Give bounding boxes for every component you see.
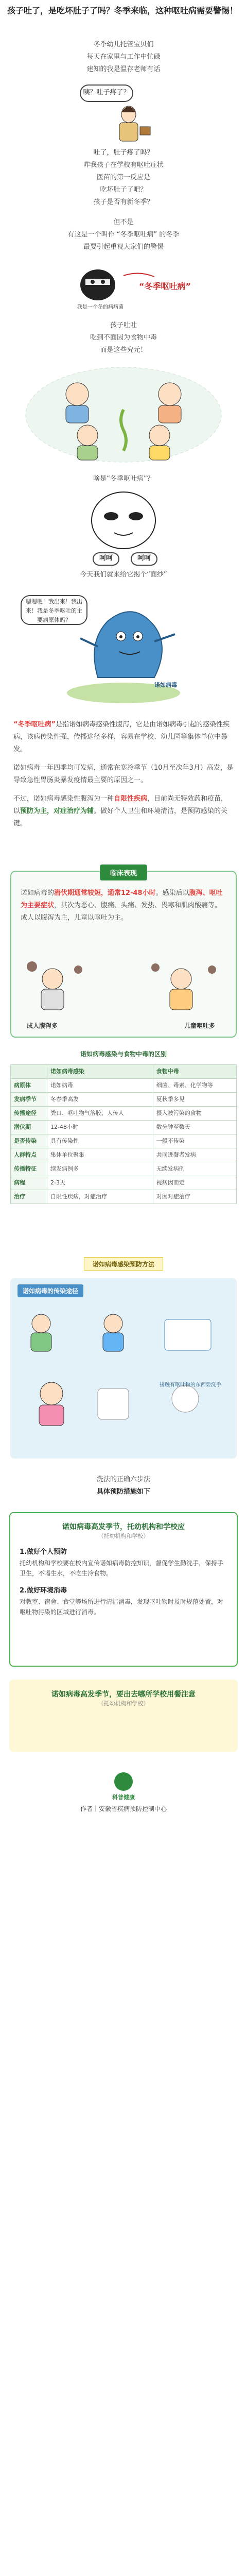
question-line [0, 473, 247, 486]
table-cell: 潜伏期 [11, 1121, 47, 1134]
scene1-text [0, 147, 247, 211]
table-cell: 一般不传染 [153, 1134, 236, 1148]
guide2-subtitle: （托幼机构和学校） [98, 1700, 149, 1707]
meme-bubble-right: 呵呵 [131, 552, 157, 566]
table-cell: 病原体 [11, 1079, 47, 1093]
virus-label: 诺如病毒 [154, 682, 177, 688]
scene1-line: 医苗的第一反应是 [96, 174, 150, 181]
guide-subtitle: （托幼机构和学校） [98, 1533, 149, 1539]
table-row [11, 1148, 237, 1162]
table-cell: 病程 [11, 1176, 47, 1190]
table-header-row [11, 1065, 237, 1079]
adult-diarrhea-label: 成人腹泻多 [27, 1022, 58, 1029]
wash-lines [0, 1473, 247, 1504]
prevention-panel [10, 1278, 237, 1459]
table-header: 食物中毒 [153, 1065, 236, 1079]
table-row [11, 1134, 237, 1148]
highlight-term: 腹泻、呕吐为主要症状 [21, 889, 223, 909]
highlight-term: 自限性疾病 [114, 795, 148, 803]
highlight-term: “冬季呕吐病” [13, 721, 56, 728]
table-cell: 冬春季高发 [47, 1093, 153, 1107]
scene2-line: 有这是一个叫作 “冬季呕吐病” 的冬季 [67, 231, 180, 239]
highlight-term: 预防为主，对症治疗为辅 [20, 807, 94, 815]
mom-illustration [0, 82, 247, 144]
table-cell: 共同进餐者发病 [153, 1148, 236, 1162]
sick-kids-scene [0, 363, 247, 469]
scene-mom-question [0, 82, 247, 144]
brand-name: 科普健康 [112, 1794, 135, 1801]
explain-paragraph-1 [0, 719, 247, 756]
virus-scene [0, 585, 247, 711]
scene2-mid-text [0, 319, 247, 361]
explain-text: 不过，诺如病毒感染性腹泻为一种 [13, 795, 114, 803]
table-cell: 粪口、呕吐物气溶胶、人传人 [47, 1107, 153, 1121]
footer [0, 1772, 247, 1814]
villain-label: “冬季呕吐病” [139, 281, 191, 291]
clinical-box [10, 871, 237, 1038]
question-text: 啥是“冬季呕吐病”？ [93, 475, 154, 483]
unveil-text: 今天我们就来给它揭个“面纱” [80, 571, 167, 579]
table-cell: 传播特征 [11, 1162, 47, 1176]
mom-caption: 接触有呕吐物的东西要洗手 [160, 1382, 221, 1388]
guide2-title: 诺如病毒高发季节，要出去哪所学校用餐注意 [51, 1690, 196, 1699]
table-cell: 续发病例多 [47, 1162, 153, 1176]
scene2-line: 但不是 [113, 218, 134, 226]
table-row [11, 1176, 237, 1190]
table-cell: 细菌、毒素、化学物等 [153, 1079, 236, 1093]
table-cell: 2-3天 [47, 1176, 153, 1190]
explain-text: 是指诺如病毒感染性腹泻，它是由诺如病毒引起的感染性疾病，该病传染性强，传播途径多样，容易在学校、幼儿园等集体单位中暴发。 [13, 721, 230, 753]
table-cell: 集体单位聚集 [47, 1148, 153, 1162]
table-cell: 治疗 [11, 1190, 47, 1204]
highlight-term: 潜伏期通常较短，通常12-48小时 [54, 889, 156, 897]
intro-line: 每天在家里与工作中忙碌 [86, 53, 161, 61]
guide2-section [0, 1680, 247, 1752]
table-row [11, 1079, 237, 1093]
table-row [11, 1190, 237, 1204]
article-header [0, 5, 247, 36]
table-cell: 诺如病毒 [47, 1079, 153, 1093]
scene1-line: 吐了，肚子疼了吗？ [93, 149, 154, 157]
table-cell: 具有传染性 [47, 1134, 153, 1148]
scene2-mid-line: 吃到不面因为食物中毒 [90, 334, 157, 342]
prevention-title: 诺如病毒的传染途径 [17, 1284, 83, 1297]
prevention-section [0, 1257, 247, 1463]
meme-face-illustration [0, 489, 247, 567]
meme-bubble-left: 呵呵 [93, 552, 119, 566]
scene1-line: 孩子是否有新冬季？ [93, 198, 154, 206]
clinical-tag: 临床表现 [100, 865, 147, 880]
clinical-section [0, 871, 247, 1041]
guide-item2-text: 对教室、宿舍、食堂等场所进行清洁消毒，发现呕吐物时及时规范处置，对呕吐物污染的区域进行消毒。 [20, 1598, 224, 1616]
table-cell: 数分钟至数天 [153, 1121, 236, 1134]
guide-item1-title: 1.做好个人预防 [20, 1548, 67, 1556]
table-row [11, 1121, 237, 1134]
article-title: 孩子吐了，是吃坏肚子了吗？冬季来临，这种呕吐病需要警惕！ [7, 6, 238, 15]
prevention-illustration [10, 1301, 237, 1455]
table-cell: 夏秋季多见 [153, 1093, 236, 1107]
table-cell: 摄入被污染的食物 [153, 1107, 236, 1121]
child-vomit-label: 儿童呕吐多 [184, 1022, 215, 1029]
scene2-top-text [0, 216, 247, 258]
explain-text: ，目前尚无特效药和疫苗，以 [13, 795, 228, 815]
clinical-illustration [11, 954, 236, 1031]
table-cell: 人群特点 [11, 1148, 47, 1162]
table-row [11, 1107, 237, 1121]
explain-paragraph-2: 诺如病毒一年四季均可发病，通常在寒冷季节（10月至次年3月）高发，是导致急性胃肠炎暴发疫情最主要的原因之一。 [13, 764, 234, 784]
table-header: 诺如病毒感染 [47, 1065, 153, 1079]
scene2-mid-line: 而是这些究元！ [100, 346, 147, 354]
virus-speech-bubble: 嗯嗯嗯！我出来！我出来！我是冬季呕吐的主要病原体吗？ [21, 595, 87, 625]
explanation-section [0, 719, 247, 866]
prevention-tag: 诺如病毒感染预防方法 [84, 1257, 163, 1271]
author-line: 作者｜安徽省疾病预防控制中心 [80, 1805, 167, 1812]
table-cell: 是否传染 [11, 1134, 47, 1148]
sick-kids-illustration [0, 363, 247, 469]
clinical-text: 。感染后以 [155, 889, 189, 897]
scene1-line: 昨我孩子在学校有呕吐症状 [83, 161, 164, 169]
compare-table [10, 1064, 237, 1204]
table-cell: 传播途径 [11, 1107, 47, 1121]
intro-text [0, 39, 247, 80]
villain-scene [0, 260, 247, 314]
table-cell: 12-48小时 [47, 1121, 153, 1134]
wash-line: 洗法的正确六步法 [96, 1476, 150, 1483]
clinical-text: 诺如病毒的 [21, 889, 55, 897]
scene2-line: 最要引起重视大家们的警惕 [83, 243, 164, 251]
wash-line: 具体预防措施如下 [96, 1488, 150, 1496]
intro-line: 建知的我是温存老师有话 [86, 65, 161, 73]
table-row [11, 1093, 237, 1107]
villain-caption: 我是一个冬的病病菌 [77, 304, 123, 310]
table-cell: 无续发病例 [153, 1162, 236, 1176]
guide-item1-text: 托幼机构和学校要在校内宣传诺如病毒防控知识，督促学生勤洗手，保持手卫生，不喝生水，不吃生冷食物。 [20, 1560, 224, 1577]
scene1-line: 吃坏肚子了吧？ [100, 186, 147, 194]
scene2-mid-line: 孩子吐吐 [110, 321, 137, 329]
table-cell: 对因对症治疗 [153, 1190, 236, 1204]
guide-section [0, 1512, 247, 1667]
brand-logo [114, 1772, 133, 1791]
table-cell: 发病季节 [11, 1093, 47, 1107]
explain-paragraph-3 [0, 793, 247, 830]
table-cell: 视病因而定 [153, 1176, 236, 1190]
guide-title: 诺如病毒高发季节，托幼机构和学校应 [62, 1523, 185, 1531]
compare-section [0, 1048, 247, 1234]
unveil-line [0, 569, 247, 582]
compare-table-body [11, 1079, 237, 1204]
table-cell: 自限性疾病，对症治疗 [47, 1190, 153, 1204]
intro-line: 冬季幼儿托管宝贝们 [93, 41, 154, 48]
clinical-text: ，其次为恶心、腹痛、头痛、发热、畏寒和肌肉酸痛等。成人以腹泻为主，儿童以呕吐为主。 [21, 902, 222, 922]
guide-item2-title: 2.做好环境消毒 [20, 1587, 67, 1595]
explain-text: 。做好个人卫生和环境清洁，是预防感染的关键。 [13, 807, 228, 827]
compare-title: 诺如病毒感染与食物中毒的区别 [80, 1050, 167, 1058]
guide2-box [9, 1680, 238, 1752]
meme-scene [0, 489, 247, 567]
speech-bubble: 咦？吐子疼了？ [80, 84, 133, 102]
table-row [11, 1162, 237, 1176]
guide-box [9, 1512, 238, 1667]
table-header [11, 1065, 47, 1079]
